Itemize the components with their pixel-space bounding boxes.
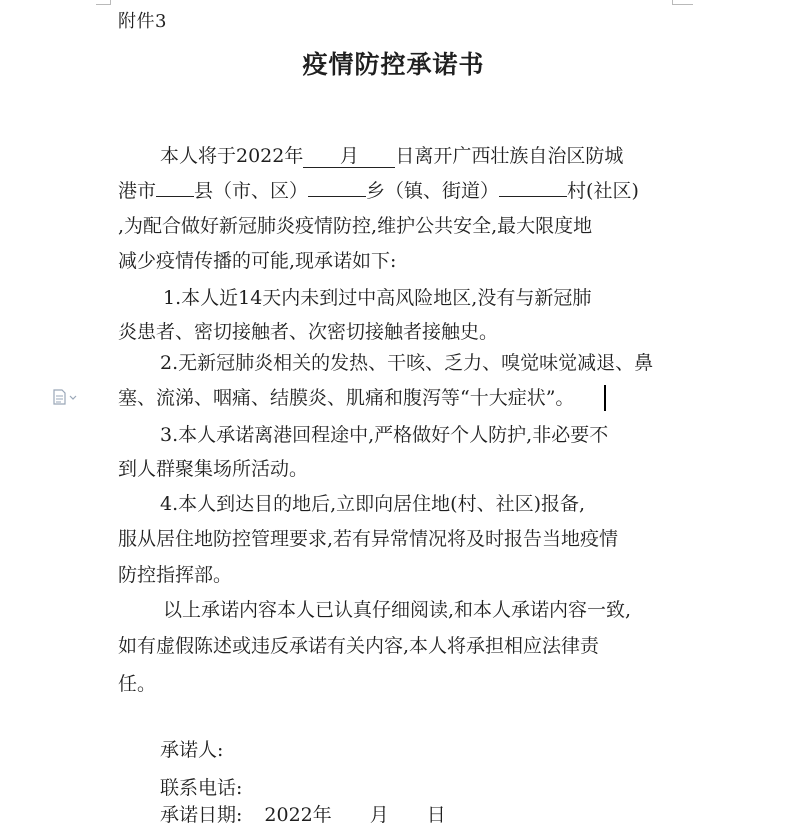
township-blank: [308, 196, 366, 197]
text-segment: 村(社区): [567, 180, 639, 202]
paragraph-intro-line-1: [160, 143, 623, 169]
phone-label: 联系电话:: [160, 777, 243, 799]
date-row: [160, 802, 446, 828]
paragraph-intro-line-2: [118, 178, 639, 204]
commitment-item-2-line-1: 2.无新冠肺炎相关的发热、干咳、乏力、嗅觉味觉减退、鼻: [160, 352, 654, 374]
document-title: 疫情防控承诺书: [302, 50, 485, 79]
text-segment: 乡（镇、街道）: [366, 180, 500, 202]
document-icon[interactable]: [52, 389, 78, 405]
commitment-item-3-line-2: 到人群聚集场所活动。: [118, 458, 309, 480]
paragraph-intro-line-4: 减少疫情传播的可能,现承诺如下:: [118, 250, 397, 272]
text-segment: 本人将于2022年: [160, 145, 304, 167]
commitment-item-4-line-3: 防控指挥部。: [118, 564, 233, 586]
date-label: 承诺日期:: [160, 804, 243, 826]
date-day: 日: [426, 804, 446, 826]
text-segment: 港市: [118, 180, 157, 202]
commitment-item-1-line-2: 炎患者、密切接触者、次密切接触者接触史。: [118, 321, 499, 343]
commitment-item-4-line-2: 服从居住地防控管理要求,若有异常情况将及时报告当地疫情: [118, 528, 619, 550]
commitment-item-3-line-1: 3.本人承诺离港回程途中,严格做好个人防护,非必要不: [160, 424, 609, 446]
closing-line-1: 以上承诺内容本人已认真仔细阅读,和本人承诺内容一致,: [163, 599, 632, 621]
text-segment: 县（市、区）: [194, 180, 309, 202]
paragraph-intro-line-3: ,为配合做好新冠肺炎疫情防控,维护公共安全,最大限度地: [118, 215, 593, 237]
commitment-item-2-line-2: 塞、流涕、咽痛、结膜炎、肌痛和腹泻等“十大症状”。: [118, 387, 575, 409]
margin-corner-mark-right: [672, 0, 693, 5]
county-blank: [156, 196, 194, 197]
closing-line-2: 如有虚假陈述或违反承诺有关内容,本人将承担相应法律责: [118, 635, 600, 657]
text-cursor: [604, 385, 606, 411]
closing-line-3: 任。: [118, 673, 157, 695]
date-month: 月: [369, 804, 389, 826]
month-blank: 月: [303, 145, 395, 168]
commitment-item-1-line-1: 1.本人近14天内未到过中高风险地区,没有与新冠肺: [163, 287, 592, 309]
attachment-label: 附件3: [118, 11, 167, 32]
village-blank: [499, 196, 567, 197]
commitment-item-4-line-1: 4.本人到达目的地后,立即向居住地(村、社区)报备,: [160, 493, 586, 515]
margin-corner-mark-left: [96, 0, 111, 5]
date-year: 2022年: [264, 804, 332, 826]
text-segment: 日离开广西壮族自治区防城: [395, 145, 624, 167]
signer-label: 承诺人:: [160, 739, 224, 761]
